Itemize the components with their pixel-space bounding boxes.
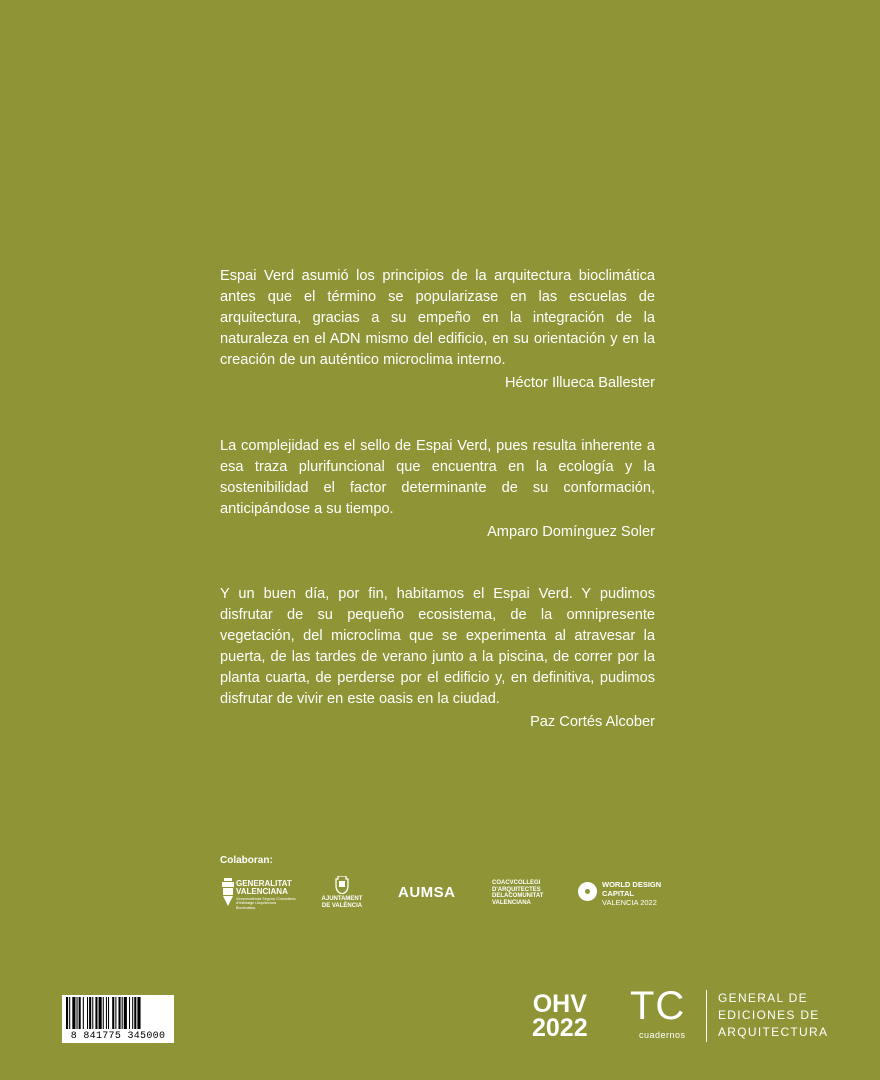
quote-author: Héctor Illueca Ballester [504,375,655,391]
publisher-line1: GENERAL DE [718,991,808,1005]
tc-subtitle: cuadernos [639,1030,686,1040]
wdc-line1: WORLD DESIGN [602,880,662,889]
quote-text: Y un buen día, por fin, habitamos el Espai Verd. Y pudimos disfrutar de su pequeño ecosistema, de la omnipresente vegetación, del microclima que se experimenta al atravesar la puerta, de las tardes de verano junto a la piscina, de correr por la planta cuarta, de perderse por el edificio y, en definitiva, pudimos disfrutar de vivir en este oasis en la ciudad. [220,586,655,707]
quote-author: Paz Cortés Alcober [530,714,655,730]
wdc-circle-icon [578,882,597,901]
publisher-line3: ARQUITECTURA [718,1025,829,1039]
generalitat-mark-icon [222,878,234,906]
ajuntament-line2: DE VALÈNCIA [321,903,363,909]
barcode-number: 8 841775 345000 [70,1031,166,1042]
coacv-line1: COACVCOLLEGI [492,880,541,886]
coacv-line3: DELACOMUNITAT [492,893,544,899]
world-design-capital-logo [578,880,688,916]
barcode-bars-icon [62,995,174,1031]
publisher-divider [706,990,707,1042]
aumsa-logo: AUMSA [398,884,456,901]
generalitat-logo [220,876,296,916]
coacv-line4: VALENCIANA [492,899,531,906]
tc-letters: TC [630,984,686,1028]
quote-cortes [220,584,655,733]
quote-illueca [220,266,655,394]
ajuntament-line1: AJUNTAMENT [321,896,363,902]
quote-text: Espai Verd asumió los principios de la arquitectura bioclimática antes que el término se popularizase en las escuelas de arquitectura, gracias a su empeño en la integración de la naturaleza en el ADN mismo del edificio, en su orientación y en la creación de un auténtico microclima interno. [220,268,655,368]
wdc-line3: VALENCIA 2022 [602,898,657,907]
collaborator-logos [220,876,680,916]
city-crest-icon [334,876,350,894]
ohv-line2: 2022 [532,1014,588,1042]
ajuntament-logo [320,876,370,916]
ohv-line1: OHV [532,990,587,1018]
publisher-name [718,990,828,1041]
ohv-2022-logo [532,992,588,1040]
generalitat-line2: VALENCIANA [236,887,288,896]
generalitat-subtitle: Vicepresidència Segona i Conselleria d'Habitatge i Arquitectura Bioclimàtica [236,897,296,910]
quote-author: Amparo Domínguez Soler [487,524,655,540]
generalitat-line1: GENERALITAT [236,879,292,888]
wdc-line2: CAPITAL [602,889,634,898]
barcode [62,995,174,1043]
coacv-line2: D'ARQUITECTES [492,886,541,893]
quote-dominguez [220,436,655,543]
quote-text: La complejidad es el sello de Espai Verd, pues resulta inherente a esa traza plurifuncional que encuentra en la ecología y la sostenibilidad el factor determinante de su conformación, anticipándose a su tiempo. [220,438,655,517]
coacv-logo [492,880,572,906]
tc-cuadernos-logo [630,985,694,1045]
publisher-line2: EDICIONES DE [718,1008,820,1022]
collaborators-label: Colaboran: [220,855,273,866]
